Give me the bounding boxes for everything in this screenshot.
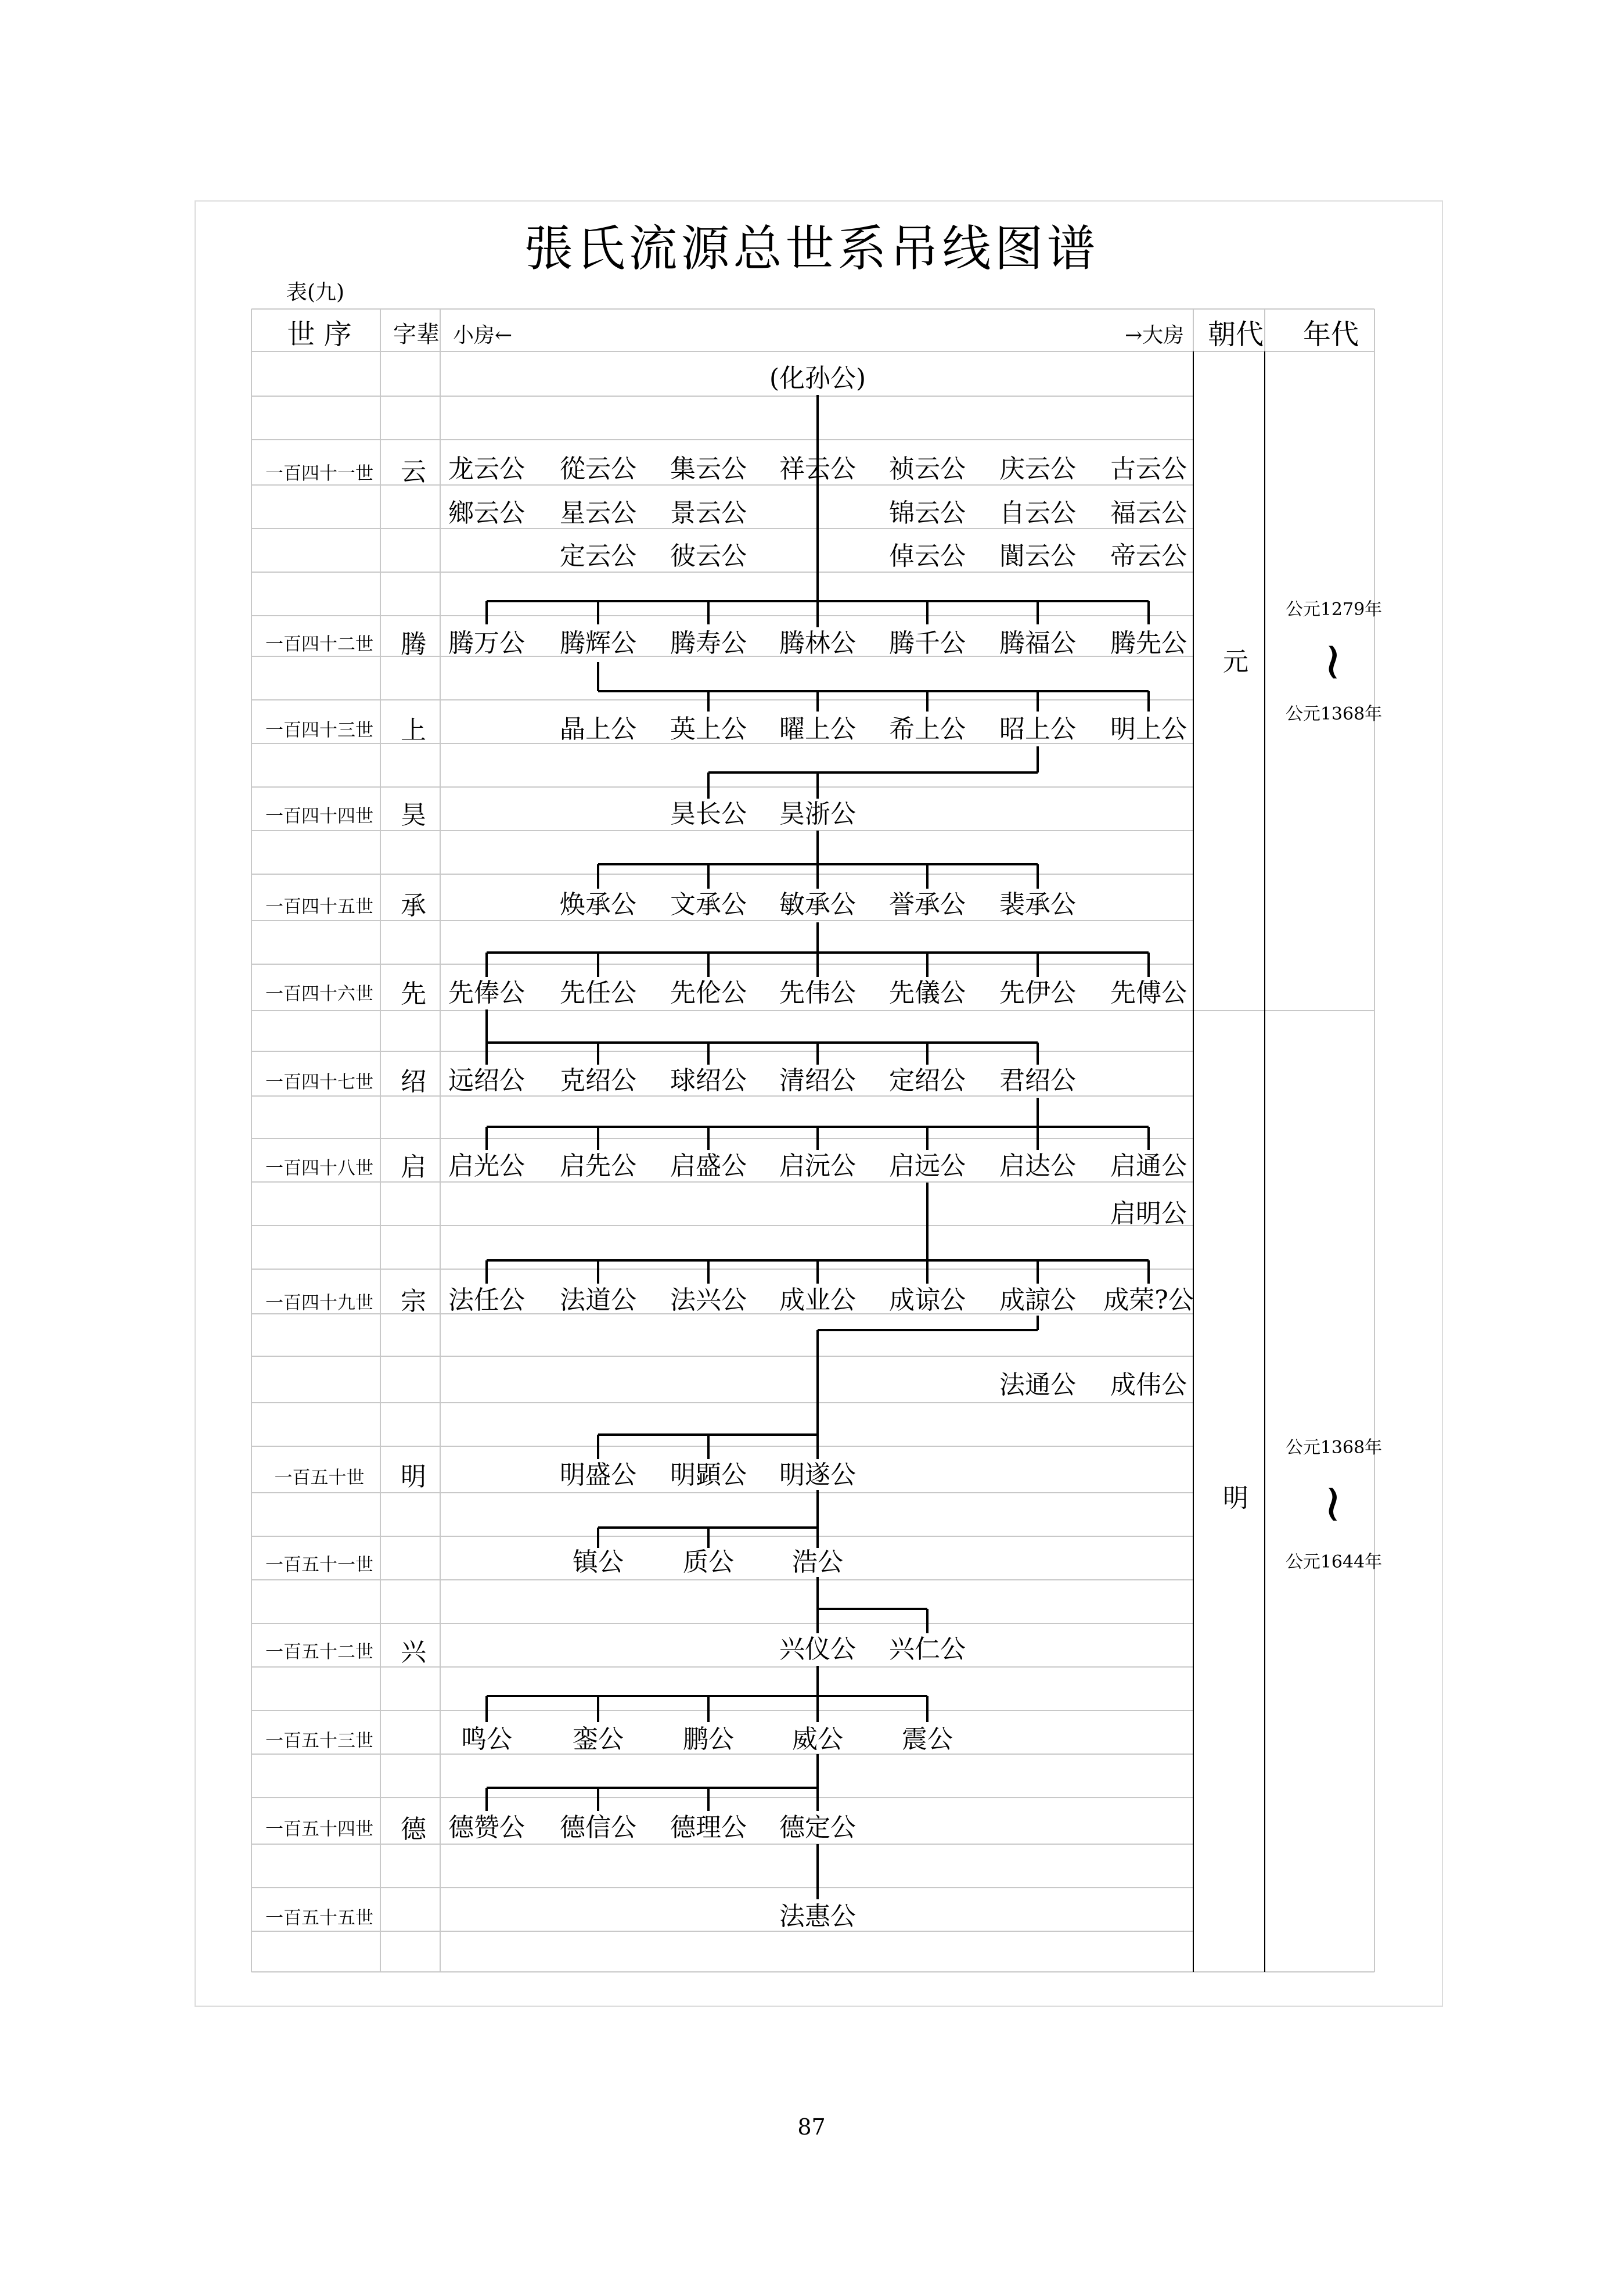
person-name: 震公	[902, 1724, 953, 1754]
person-name: 成伟公	[1110, 1370, 1187, 1400]
person-name: 曜上公	[779, 714, 856, 744]
person-name: 腾辉公	[560, 628, 636, 658]
generation-character: 宗	[401, 1287, 426, 1316]
person-name: 法惠公	[779, 1902, 856, 1931]
generation-label: 一百五十一世	[265, 1554, 373, 1576]
person-name: 法兴公	[670, 1285, 747, 1315]
person-name: 德赞公	[448, 1813, 525, 1842]
person-name: 明遂公	[779, 1460, 856, 1490]
person-name: 远绍公	[448, 1066, 525, 1095]
person-name: 腾福公	[999, 628, 1076, 658]
person-name: 先伊公	[999, 978, 1076, 1008]
person-name: 锦云公	[889, 498, 966, 528]
person-name: 文承公	[670, 890, 747, 919]
person-name: 昊长公	[670, 799, 747, 829]
person-name: 浩公	[792, 1547, 843, 1577]
era-range-tilde: ~	[1304, 640, 1365, 684]
person-name: 启先公	[560, 1151, 636, 1181]
person-name: 腾先公	[1110, 628, 1187, 658]
header-dynasty: 朝代	[1207, 318, 1264, 351]
generation-label: 一百四十九世	[265, 1292, 373, 1314]
person-name: 镇公	[573, 1547, 624, 1577]
generation-character: 德	[401, 1814, 426, 1844]
person-name: 鹏公	[683, 1724, 734, 1754]
person-name: 法道公	[560, 1285, 636, 1315]
generation-character: 兴	[401, 1637, 426, 1667]
person-name: 古云公	[1110, 454, 1187, 484]
person-name: 焕承公	[560, 890, 636, 919]
person-name: 启明公	[1110, 1199, 1187, 1228]
table-label: 表(九)	[286, 281, 345, 304]
person-name: 质公	[683, 1547, 734, 1577]
person-name: 倬云公	[889, 541, 966, 571]
generation-label: 一百四十四世	[265, 806, 373, 827]
person-name: 法任公	[448, 1285, 525, 1315]
generation-label: 一百四十一世	[265, 463, 373, 484]
person-name: 從云公	[560, 454, 636, 484]
generation-label: 一百四十七世	[265, 1072, 373, 1093]
person-name: 星云公	[560, 498, 636, 528]
person-name: 龙云公	[448, 454, 525, 484]
person-name: 君绍公	[999, 1066, 1076, 1095]
page-number: 87	[797, 2114, 826, 2140]
root-ancestor: (化孙公)	[769, 364, 866, 393]
generation-label: 一百四十五世	[265, 896, 373, 918]
person-name: 兴仁公	[889, 1634, 966, 1664]
person-name: 威公	[792, 1724, 843, 1754]
person-name: 帝云公	[1110, 541, 1187, 571]
person-name: 启通公	[1110, 1151, 1187, 1181]
person-name: 閬云公	[999, 541, 1076, 571]
person-name: 祯云公	[889, 454, 966, 484]
person-name: 启沅公	[779, 1151, 856, 1181]
generation-label: 一百四十六世	[265, 983, 373, 1005]
person-name: 昭上公	[999, 714, 1076, 744]
person-name: 成谅公	[889, 1285, 966, 1315]
person-name: 腾寿公	[670, 628, 747, 658]
header-junior-branch: 小房←	[453, 324, 513, 347]
era-range-tilde: ~	[1304, 1482, 1365, 1526]
generation-character: 腾	[401, 630, 426, 659]
person-name: 德定公	[779, 1813, 856, 1842]
person-name: 庆云公	[999, 454, 1076, 484]
generation-character: 启	[401, 1152, 426, 1182]
person-name: 先任公	[560, 978, 636, 1008]
person-name: 明盛公	[560, 1460, 636, 1490]
era-end: 公元1368年	[1285, 704, 1383, 724]
person-name: 法通公	[999, 1370, 1076, 1400]
person-name: 晶上公	[560, 714, 636, 744]
header-senior-branch: →大房	[1125, 324, 1185, 347]
person-name: 福云公	[1110, 498, 1187, 528]
person-name: 誉承公	[889, 890, 966, 919]
person-name: 德理公	[670, 1813, 747, 1842]
person-name: 兴仪公	[779, 1634, 856, 1664]
person-name: 克绍公	[560, 1066, 636, 1095]
generation-character: 明	[401, 1462, 426, 1492]
header-character: 字辈	[393, 321, 440, 348]
person-name: 成业公	[779, 1285, 856, 1315]
person-name: 鸣公	[461, 1724, 512, 1754]
person-name: 明上公	[1110, 714, 1187, 744]
generation-label: 一百五十四世	[265, 1819, 373, 1840]
header-generation: 世 序	[287, 318, 352, 351]
person-name: 明顕公	[670, 1460, 747, 1490]
person-name: 銮公	[573, 1724, 624, 1754]
person-name: 成荣?公	[1103, 1285, 1194, 1315]
person-name: 启远公	[889, 1151, 966, 1181]
person-name: 敏承公	[779, 890, 856, 919]
person-name: 昊浙公	[779, 799, 856, 829]
person-name: 球绍公	[670, 1066, 747, 1095]
person-name: 启光公	[448, 1151, 525, 1181]
person-name: 清绍公	[779, 1066, 856, 1095]
generation-character: 云	[401, 457, 426, 487]
page-title: 張氏流源总世系吊线图谱	[524, 220, 1099, 277]
person-name: 成諒公	[999, 1285, 1076, 1315]
person-name: 腾林公	[779, 628, 856, 658]
dynasty-name: 元	[1223, 647, 1248, 677]
person-name: 先俸公	[448, 978, 525, 1008]
person-name: 先儀公	[889, 978, 966, 1008]
person-name: 希上公	[889, 714, 966, 744]
generation-label: 一百五十二世	[265, 1641, 373, 1663]
era-start: 公元1368年	[1285, 1438, 1383, 1458]
header-era: 年代	[1302, 318, 1359, 351]
person-name: 启达公	[999, 1151, 1076, 1181]
person-name: 腾万公	[448, 628, 525, 658]
person-name: 自云公	[999, 498, 1076, 528]
generation-character: 绍	[401, 1067, 426, 1097]
generation-label: 一百四十八世	[265, 1158, 373, 1179]
person-name: 鄉云公	[448, 498, 525, 528]
generation-label: 一百五十三世	[265, 1730, 373, 1752]
generation-character: 上	[401, 716, 426, 745]
era-end: 公元1644年	[1285, 1552, 1383, 1572]
generation-label: 一百五十五世	[265, 1907, 373, 1929]
person-name: 先傅公	[1110, 978, 1187, 1008]
person-name: 德信公	[560, 1813, 636, 1842]
person-name: 景云公	[670, 498, 747, 528]
person-name: 先伟公	[779, 978, 856, 1008]
person-name: 祥云公	[779, 454, 856, 484]
person-name: 启盛公	[670, 1151, 747, 1181]
dynasty-name: 明	[1223, 1483, 1248, 1513]
person-name: 定云公	[560, 541, 636, 571]
person-name: 定绍公	[889, 1066, 966, 1095]
generation-character: 承	[401, 891, 426, 921]
person-name: 裴承公	[999, 890, 1076, 919]
era-start: 公元1279年	[1285, 599, 1383, 620]
person-name: 先伦公	[670, 978, 747, 1008]
generation-character: 先	[401, 979, 426, 1009]
person-name: 集云公	[670, 454, 747, 484]
person-name: 彼云公	[670, 541, 747, 571]
generation-label: 一百四十三世	[265, 720, 373, 741]
generation-label: 一百五十世	[274, 1467, 365, 1489]
person-name: 英上公	[670, 714, 747, 744]
generation-label: 一百四十二世	[265, 634, 373, 655]
generation-character: 昊	[401, 800, 426, 830]
person-name: 腾千公	[889, 628, 966, 658]
